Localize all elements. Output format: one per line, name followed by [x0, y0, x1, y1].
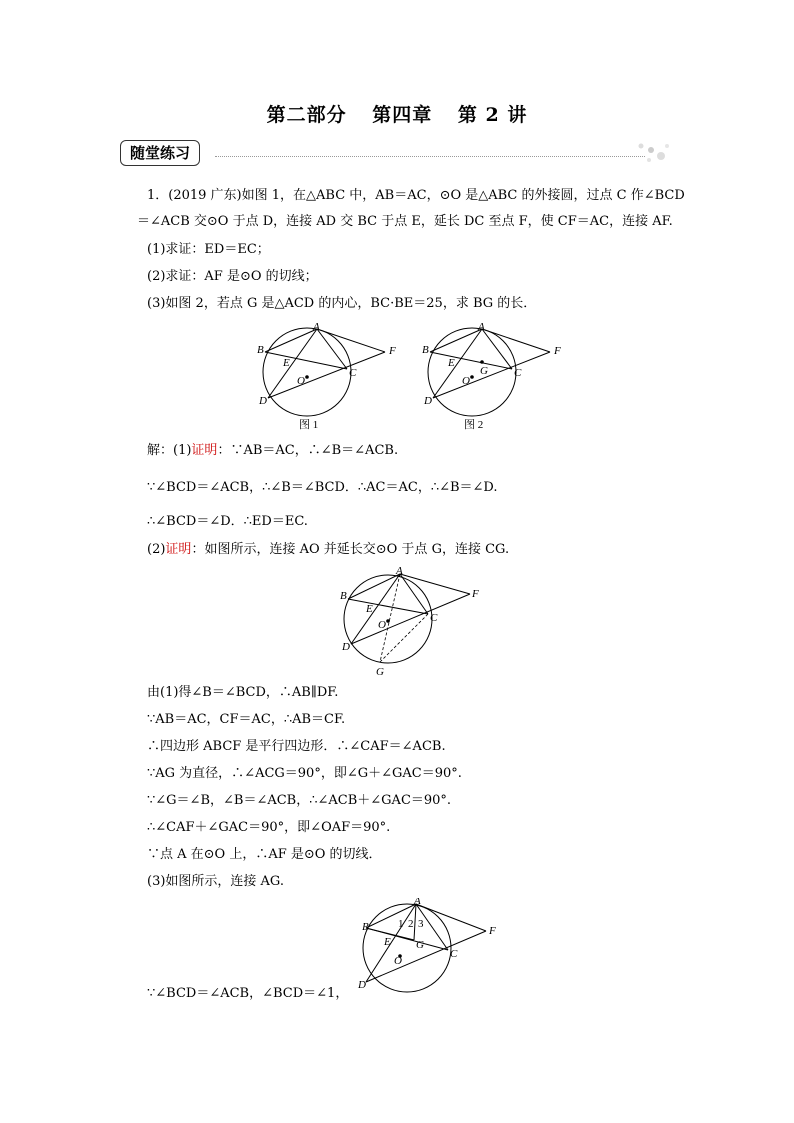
label-c: C	[450, 948, 458, 960]
label-c: C	[349, 367, 357, 379]
solution-line-6: ∵AB＝AC，CF＝AC，∴AB＝CF.	[147, 712, 346, 727]
label-f: F	[472, 588, 479, 600]
label-a: A	[396, 565, 403, 577]
label-e: E	[384, 936, 391, 948]
section-divider	[215, 156, 645, 157]
label-g: G	[416, 939, 424, 951]
label-c: C	[430, 612, 438, 624]
section-header	[117, 138, 665, 168]
proof-tag: 证明	[165, 542, 192, 557]
proof-tag: 证明	[191, 443, 218, 458]
label-e: E	[366, 603, 373, 615]
label-b: B	[422, 344, 429, 356]
label-b: B	[362, 921, 369, 933]
figure-1-caption: 图 1	[299, 419, 319, 431]
solution-line-1	[147, 442, 398, 460]
solution-line-7: ∴四边形 ABCF 是平行四边形．∴∠CAF＝∠ACB.	[147, 739, 446, 754]
part-title: 第二部分	[266, 104, 347, 126]
solution-prefix: 解：(1)	[147, 443, 192, 458]
figure-3	[338, 564, 488, 679]
label-d: D	[424, 395, 432, 407]
label-a: A	[414, 898, 421, 907]
solution-text: ：∵AB＝AC，∴∠B＝∠ACB.	[217, 443, 399, 458]
page-title	[0, 100, 794, 127]
label-f: F	[489, 925, 496, 937]
angle-label-3: 3	[418, 918, 424, 930]
angle-label-2: 2	[408, 918, 414, 930]
angle-label-1: 1	[398, 918, 404, 930]
chapter-title: 第四章	[372, 104, 433, 126]
label-d: D	[259, 395, 267, 407]
solution-line-3: ∴∠BCD＝∠D．∴ED＝EC.	[147, 514, 308, 529]
problem-line-1: 1．(2019 广东)如图 1，在△ABC 中，AB＝AC，⊙O 是△ABC 的外接圆，过点 C 作∠BCD	[147, 188, 685, 203]
label-d: D	[342, 641, 350, 653]
solution-line-8: ∵AG 为直径，∴∠ACG＝90°，即∠G＋∠GAC＝90°.	[147, 766, 462, 781]
figure-2-caption: 图 2	[464, 419, 484, 431]
solution-line-13: ∵∠BCD＝∠ACB，∠BCD＝∠1，	[147, 986, 349, 1001]
solution-line-9: ∵∠G＝∠B，∠B＝∠ACB，∴∠ACB＋∠GAC＝90°.	[147, 793, 452, 808]
label-o: O	[462, 375, 470, 387]
solution-text: ：如图所示，连接 AO 并延长交⊙O 于点 G，连接 CG.	[191, 542, 510, 557]
label-d: D	[358, 979, 366, 991]
lecture-title: 第 2 讲	[457, 104, 528, 126]
label-a: A	[313, 322, 320, 333]
label-g: G	[480, 365, 488, 377]
label-o: O	[394, 955, 402, 967]
solution-line-10: ∴∠CAF＋∠GAC＝90°，即∠OAF＝90°.	[147, 820, 391, 835]
section-label: 随堂练习	[120, 140, 200, 166]
label-b: B	[257, 344, 264, 356]
label-f: F	[389, 345, 396, 357]
label-o: O	[297, 375, 305, 387]
question-2: (2)求证：AF 是⊙O 的切线；	[147, 269, 318, 284]
solution-line-5: 由(1)得∠B＝∠BCD，∴AB∥DF.	[147, 685, 339, 700]
label-c: C	[514, 367, 522, 379]
figure-2	[420, 322, 570, 432]
figure-1	[255, 322, 405, 432]
decorative-dots-icon	[633, 140, 673, 166]
solution-line-2: ∵∠BCD＝∠ACB，∴∠B＝∠BCD．∴AC＝AC，∴∠B＝∠D.	[147, 480, 498, 495]
problem-line-2: ＝∠ACB 交⊙O 于点 D，连接 AD 交 BC 于点 E，延长 DC 至点 F，使 CF＝AC，连接 AF.	[137, 214, 673, 229]
label-e: E	[448, 357, 455, 369]
label-o: O	[378, 619, 386, 631]
question-1: (1)求证：ED＝EC；	[147, 242, 270, 257]
solution-prefix: (2)	[147, 542, 166, 557]
label-b: B	[340, 590, 347, 602]
solution-line-4	[147, 541, 509, 559]
label-e: E	[283, 357, 290, 369]
figure-4	[352, 898, 502, 998]
label-a: A	[478, 322, 485, 333]
label-g: G	[376, 666, 384, 678]
label-f: F	[554, 345, 561, 357]
question-3: (3)如图 2，若点 G 是△ACD 的内心，BC·BE＝25，求 BG 的长．	[147, 296, 537, 311]
solution-line-11: ∵点 A 在⊙O 上，∴AF 是⊙O 的切线．	[147, 847, 382, 862]
solution-line-12: (3)如图所示，连接 AG.	[147, 874, 284, 889]
